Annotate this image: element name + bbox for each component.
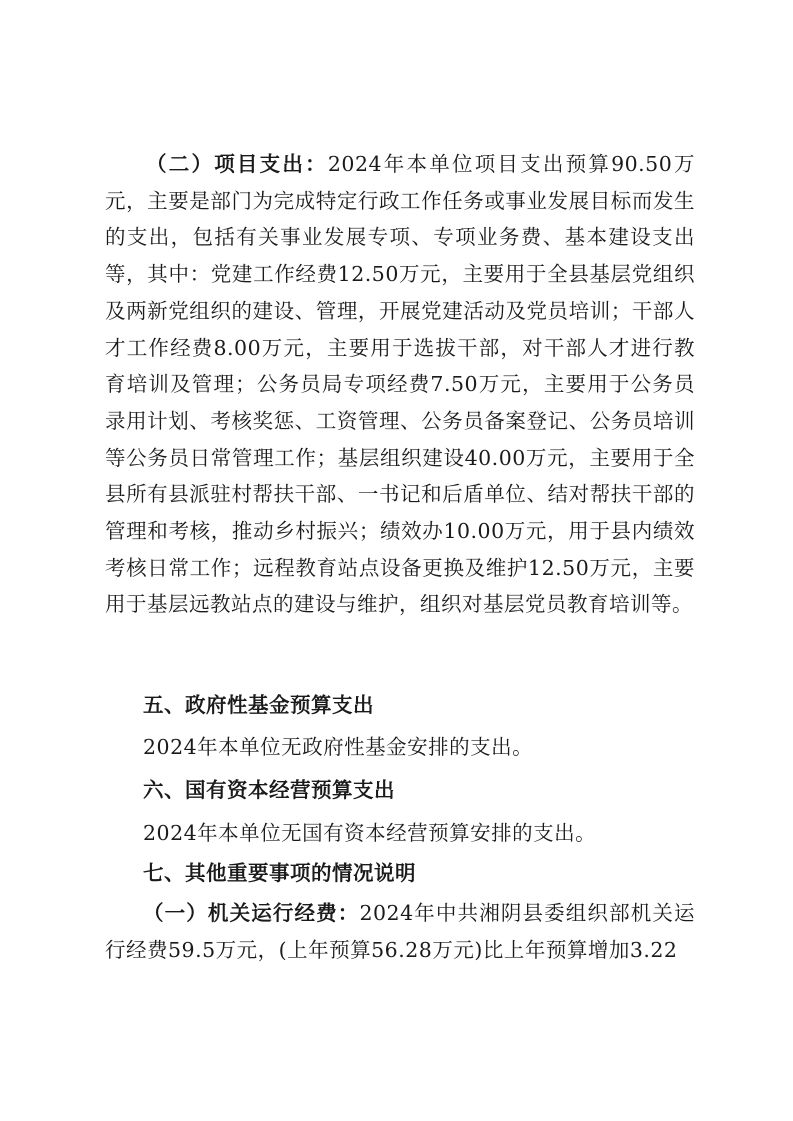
section-six-heading: 六、国有资本经营预算支出: [143, 778, 395, 802]
section-two-paragraph: [105, 146, 695, 623]
section-seven-sub-paragraph: [105, 895, 695, 968]
section-five-text: 2024年本单位无政府性基金安排的支出。: [143, 735, 534, 759]
section-six-text: 2024年本单位无国有资本经营预算安排的支出。: [143, 821, 597, 845]
section-seven-heading: 七、其他重要事项的情况说明: [143, 861, 416, 885]
section-two-lead: （二）项目支出：: [146, 152, 328, 176]
section-seven-sub-text: 2024年中共湘阴县委组织部机关运行经费59.5万元，(上年预算56.28万元)比上年预算增加3.22: [105, 901, 696, 962]
section-five-heading: 五、政府性基金预算支出: [143, 693, 374, 717]
section-two-block: [105, 146, 695, 623]
section-seven-sub-lead: （一）机关运行经费：: [143, 901, 360, 925]
section-two-text: 2024年本单位项目支出预算90.50万元，主要是部门为完成特定行政工作任务或事业发展目标而发生的支出，包括有关事业发展专项、专项业务费、基本建设支出等，其中：党建工作经费12.50万元，主要用于全县基层党组织及两新党组织的建设、管理，开展党建活动及党员培训；干部人才工作经费8.00万元，主要用于选拔干部，对干部人才进行教育培训及管理；公务员局专项经费7.50万元，主要用于公务员录用计划、考核奖惩、工资管理、公务员备案登记、公务员培训等公务员日常管理工作；基层组织建设40.00万元，主要用于全县所有县派驻村帮扶干部、一书记和后盾单位、结对帮扶干部的管理和考核，推动乡村振兴；绩效办10.00万元，用于县内绩效考核日常工作；远程教育站点设备更换及维护12.50万元，主要用于基层远教站点的建设与维护，组织对基层党员教育培训等。: [105, 152, 696, 617]
section-seven-sub-block: [105, 895, 695, 968]
